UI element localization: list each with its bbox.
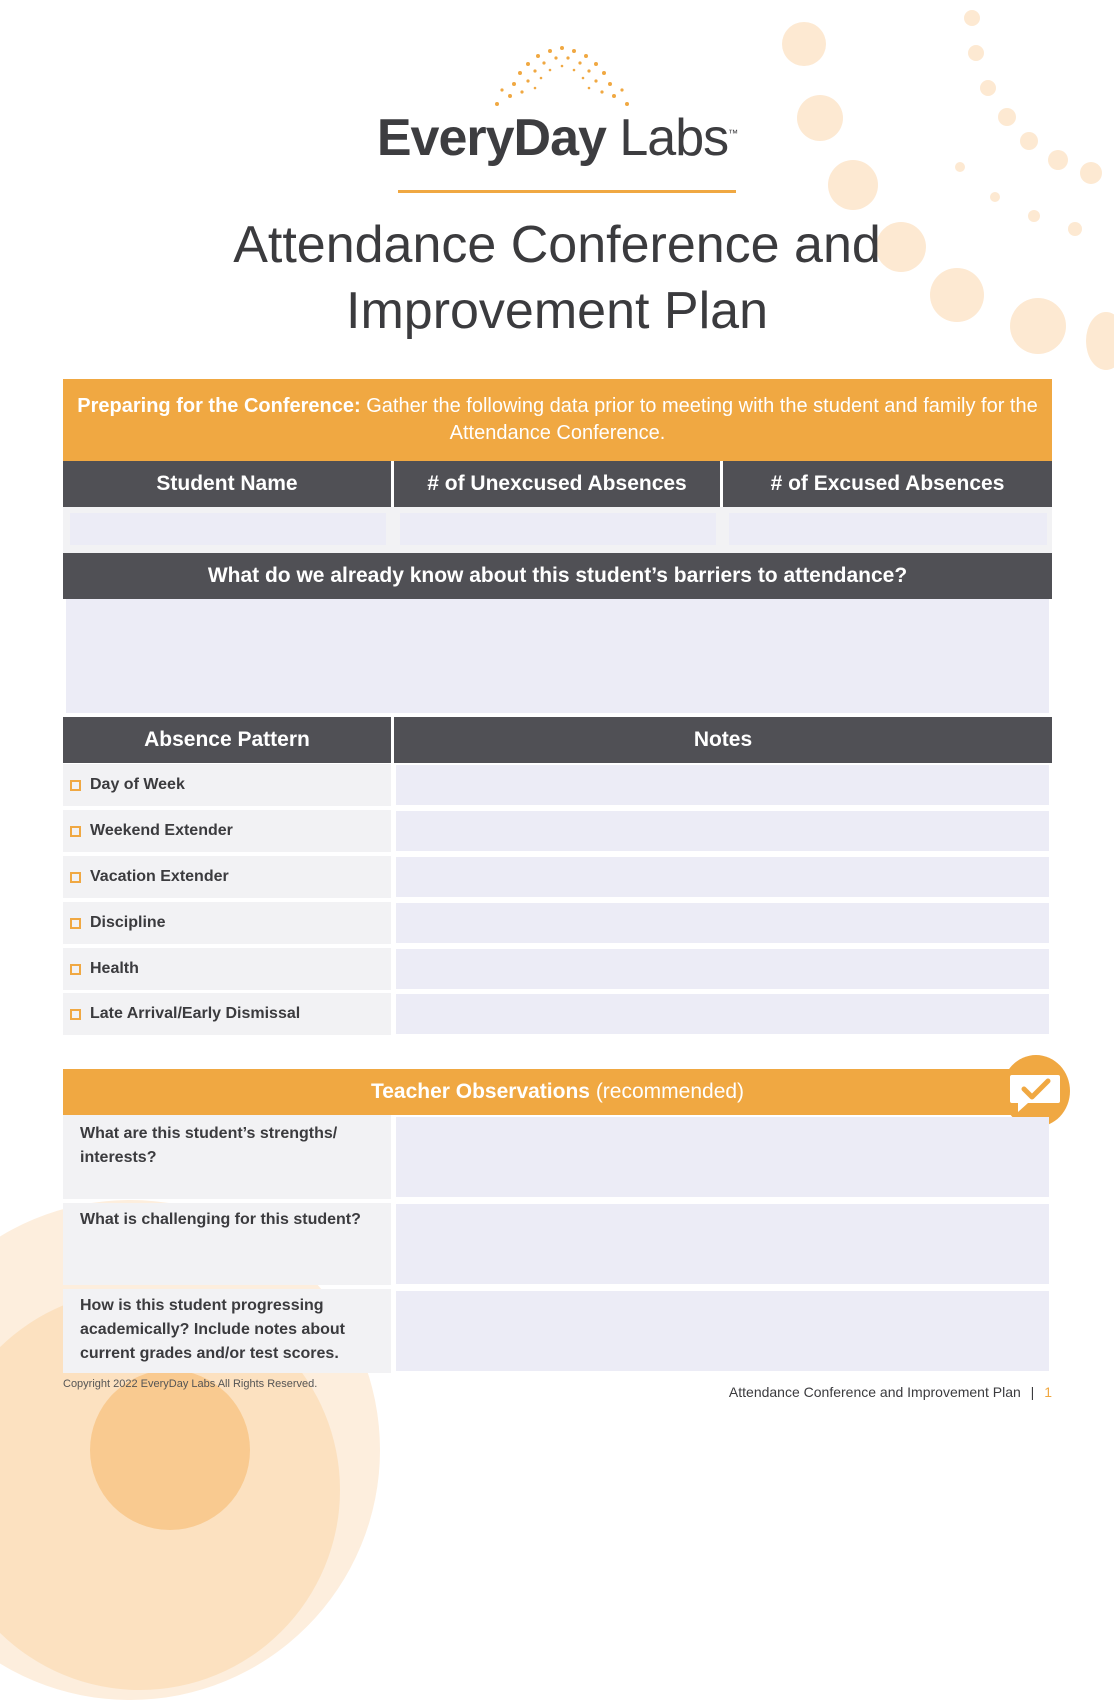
preparing-text: Gather the following data prior to meeting with the student and family for the Attendance Conference. bbox=[360, 395, 1038, 444]
logo-divider bbox=[398, 190, 736, 193]
brand-name-bold: EveryDay bbox=[376, 109, 606, 167]
pattern-label: Weekend Extender bbox=[90, 822, 233, 839]
pattern-label: Discipline bbox=[90, 914, 166, 931]
checkbox[interactable] bbox=[70, 918, 81, 929]
checkbox[interactable] bbox=[70, 964, 81, 975]
unexcused-absences-field[interactable] bbox=[400, 513, 716, 545]
student-name-field[interactable] bbox=[70, 513, 386, 545]
notes-field[interactable] bbox=[396, 949, 1049, 989]
notes-field[interactable] bbox=[396, 994, 1049, 1034]
page-number: 1 bbox=[1044, 1384, 1052, 1400]
header-absence-pattern: Absence Pattern bbox=[63, 717, 391, 763]
observation-answer-field[interactable] bbox=[396, 1204, 1049, 1284]
decorative-dot bbox=[990, 192, 1000, 202]
pattern-item-weekend-extender[interactable] bbox=[70, 810, 233, 852]
decorative-circle-bottom-left-3 bbox=[90, 1370, 250, 1530]
sunburst-dots-icon bbox=[480, 42, 640, 112]
decorative-dot bbox=[980, 80, 996, 96]
notes-field[interactable] bbox=[396, 765, 1049, 805]
observation-answer-field[interactable] bbox=[396, 1117, 1049, 1197]
footer-doc-title bbox=[729, 1384, 1052, 1400]
header-unexcused-absences: # of Unexcused Absences bbox=[394, 461, 720, 507]
footer-separator: | bbox=[1030, 1384, 1035, 1400]
footer-title: Attendance Conference and Improvement Plan bbox=[728, 1384, 1021, 1400]
barriers-question: What do we already know about this student’s barriers to attendance? bbox=[63, 553, 1052, 599]
notes-field[interactable] bbox=[396, 811, 1049, 851]
notes-field[interactable] bbox=[396, 903, 1049, 943]
header-excused-absences: # of Excused Absences bbox=[723, 461, 1052, 507]
checkbox[interactable] bbox=[70, 826, 81, 837]
decorative-dot bbox=[964, 10, 980, 26]
teacher-observations-banner bbox=[63, 1069, 1052, 1115]
page-title-line1: Attendance Conference and bbox=[233, 216, 881, 274]
preparing-banner bbox=[63, 379, 1052, 461]
observation-question-progress: How is this student progressing academically? Include notes about current grades and/or test scores. bbox=[80, 1297, 345, 1362]
brand-logo bbox=[0, 108, 1114, 168]
header-student-name: Student Name bbox=[63, 461, 391, 507]
pattern-item-discipline[interactable] bbox=[70, 902, 166, 944]
excused-absences-field[interactable] bbox=[729, 513, 1047, 545]
pattern-item-late-arrival[interactable] bbox=[70, 993, 300, 1035]
pattern-item-vacation-extender[interactable] bbox=[70, 856, 229, 898]
trademark: ™ bbox=[728, 128, 738, 140]
page-title bbox=[0, 212, 1114, 344]
notes-field[interactable] bbox=[396, 857, 1049, 897]
decorative-dot bbox=[968, 45, 984, 61]
observations-title: Teacher Observations bbox=[370, 1080, 590, 1103]
copyright-text: Copyright 2022 EveryDay Labs All Rights Reserved. bbox=[63, 1378, 318, 1390]
observation-question-challenges: What is challenging for this student? bbox=[80, 1211, 361, 1228]
checkbox[interactable] bbox=[70, 780, 81, 791]
pattern-label: Late Arrival/Early Dismissal bbox=[90, 1005, 301, 1022]
pattern-label: Vacation Extender bbox=[90, 868, 229, 885]
checkbox[interactable] bbox=[70, 1009, 81, 1020]
observation-question-strengths: What are this student’s strengths/ interests? bbox=[80, 1125, 338, 1166]
header-notes: Notes bbox=[394, 717, 1052, 763]
observation-answer-field[interactable] bbox=[396, 1291, 1049, 1371]
preparing-lead: Preparing for the Conference: bbox=[77, 395, 361, 417]
pattern-item-day-of-week[interactable] bbox=[70, 764, 185, 806]
observations-subtitle: (recommended) bbox=[589, 1080, 745, 1103]
checkbox[interactable] bbox=[70, 872, 81, 883]
decorative-dot bbox=[782, 22, 826, 66]
barriers-answer-field[interactable] bbox=[66, 599, 1049, 713]
pattern-item-health[interactable] bbox=[70, 948, 139, 990]
brand-name-light: Labs bbox=[619, 109, 729, 167]
pattern-label: Health bbox=[90, 960, 139, 977]
page-title-line2: Improvement Plan bbox=[346, 282, 768, 340]
pattern-label: Day of Week bbox=[90, 776, 185, 793]
